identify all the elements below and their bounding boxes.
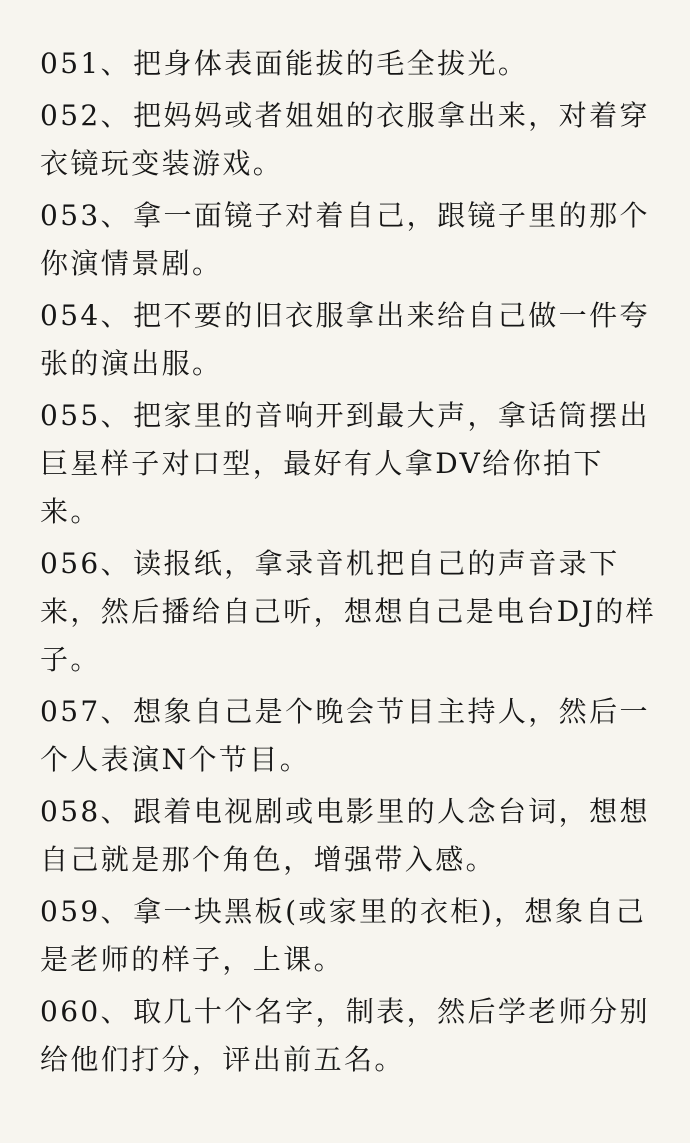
item-text: 拿一面镜子对着自己，跟镜子里的那个你演情景剧。 xyxy=(40,199,650,280)
item-separator: 、 xyxy=(100,995,132,1028)
item-number: 056 xyxy=(40,547,101,580)
list-item xyxy=(40,788,658,884)
item-text: 想象自己是个晚会节目主持人，然后一个人表演N个节目。 xyxy=(40,695,650,776)
list-item xyxy=(40,688,658,784)
list-item xyxy=(40,392,658,536)
item-number: 052 xyxy=(40,99,101,132)
item-separator: 、 xyxy=(100,399,132,432)
list-item xyxy=(40,988,658,1084)
item-text: 把妈妈或者姐姐的衣服拿出来，对着穿衣镜玩变装游戏。 xyxy=(40,99,650,180)
list-item xyxy=(40,192,658,288)
list-item xyxy=(40,540,658,684)
item-separator: 、 xyxy=(100,299,132,332)
item-separator: 、 xyxy=(100,795,132,828)
item-separator: 、 xyxy=(100,199,132,232)
item-number: 059 xyxy=(40,895,101,928)
item-number: 051 xyxy=(40,47,101,80)
item-text: 读报纸，拿录音机把自己的声音录下来，然后播给自己听，想想自己是电台DJ的样子。 xyxy=(40,547,657,676)
item-number: 055 xyxy=(40,399,101,432)
item-separator: 、 xyxy=(100,895,132,928)
item-separator: 、 xyxy=(100,695,132,728)
item-text: 把不要的旧衣服拿出来给自己做一件夸张的演出服。 xyxy=(40,299,650,380)
item-text: 拿一块黑板(或家里的衣柜)，想象自己是老师的样子，上课。 xyxy=(40,895,647,976)
item-number: 054 xyxy=(40,299,101,332)
item-text: 取几十个名字，制表，然后学老师分别给他们打分，评出前五名。 xyxy=(40,995,650,1076)
item-text: 跟着电视剧或电影里的人念台词，想想自己就是那个角色，增强带入感。 xyxy=(40,795,650,876)
item-number: 060 xyxy=(40,995,101,1028)
numbered-list xyxy=(40,40,658,1088)
item-separator: 、 xyxy=(100,99,132,132)
item-separator: 、 xyxy=(100,547,132,580)
list-item xyxy=(40,40,658,88)
item-text: 把身体表面能拔的毛全拔光。 xyxy=(133,47,529,80)
item-separator: 、 xyxy=(100,47,132,80)
list-item xyxy=(40,292,658,388)
item-number: 057 xyxy=(40,695,101,728)
list-item xyxy=(40,92,658,188)
item-number: 053 xyxy=(40,199,101,232)
item-number: 058 xyxy=(40,795,101,828)
list-item xyxy=(40,888,658,984)
item-text: 把家里的音响开到最大声，拿话筒摆出巨星样子对口型，最好有人拿DV给你拍下来。 xyxy=(40,399,650,528)
